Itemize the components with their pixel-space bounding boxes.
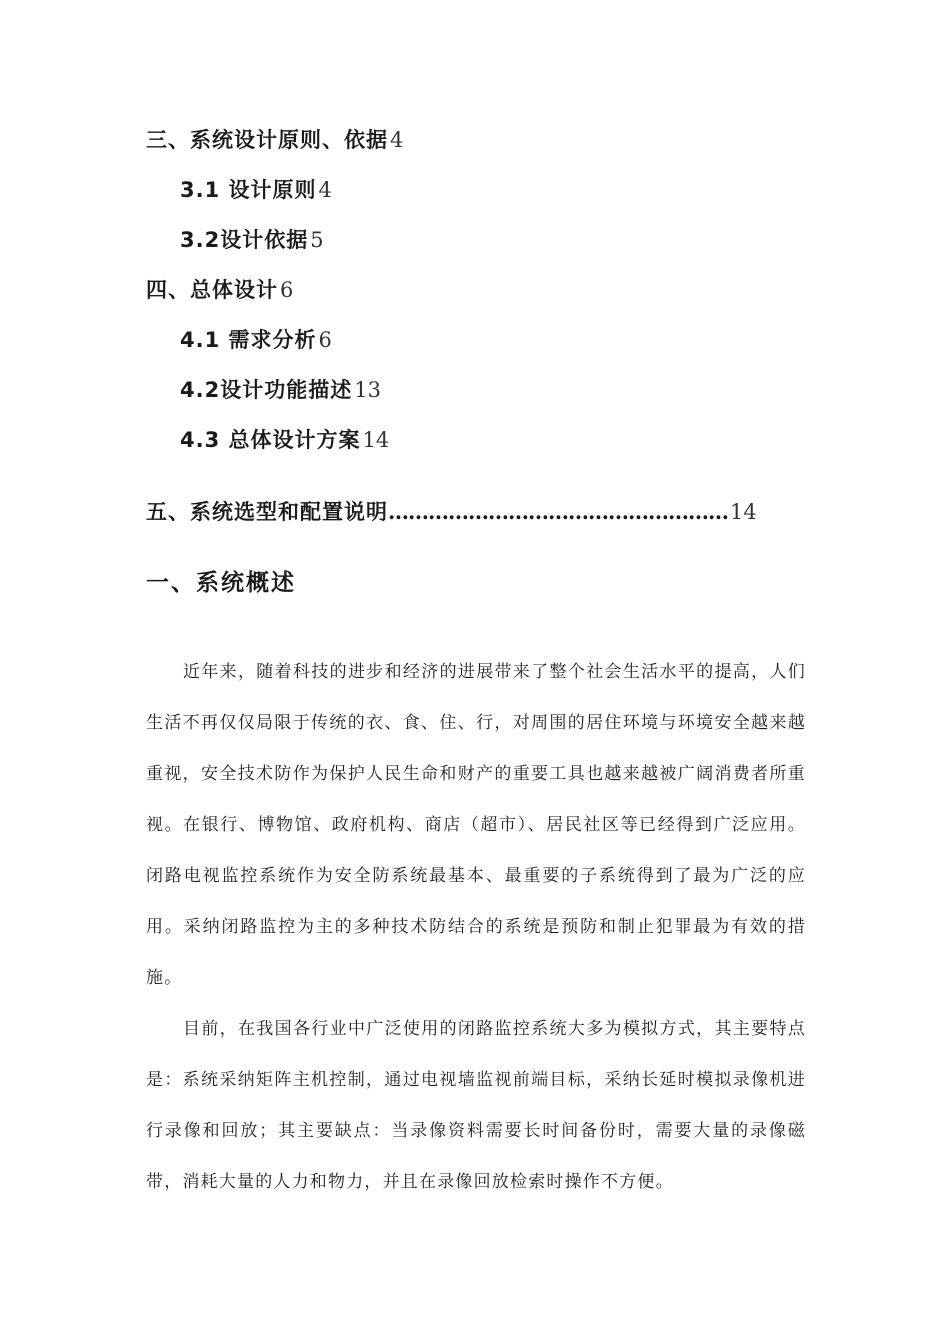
toc-entry-page: 13 [354, 378, 381, 402]
toc-entry-page: 6 [318, 328, 332, 352]
toc-entry-title: 3.2设计依据 [180, 228, 309, 252]
toc-entry-page: 14 [362, 428, 390, 452]
toc-entry[interactable] [180, 376, 381, 404]
body-paragraph: 目前，在我国各行业中广泛使用的闭路监控系统大多为模拟方式，其主要特点是：系统采纳矩阵主机控制，通过电视墙监视前端目标，采纳长延时模拟录像机进行录像和回放；其主要缺点：当录像资料需要长时间备份时，需要大量的录像磁带，消耗大量的人力和物力，并且在录像回放检索时操作不方便。 [146, 1019, 806, 1192]
toc-entry-page: 5 [310, 228, 324, 252]
toc-entry-page: 4 [318, 178, 332, 202]
toc-entry-title: 五、系统选型和配置说明 [146, 500, 388, 524]
toc-entry-page: 6 [280, 278, 294, 302]
toc-entry-title: 四、总体设计 [146, 278, 278, 302]
toc-entry-page: 4 [390, 128, 404, 152]
body-paragraph: 近年来，随着科技的进步和经济的进展带来了整个社会生活水平的提高，人们生活不再仅仅局限于传统的衣、食、住、行，对周围的居住环境与环境安全越来越重视，安全技术防作为保护人民生命和财产的重要工具也越来越被广阔消费者所重视。在银行、博物馆、政府机构、商店（超市）、居民社区等已经得到广泛应用。闭路电视监控系统作为安全防系统最基本、最重要的子系统得到了最为广泛的应用。采纳闭路监控为主的多种技术防结合的系统是预防和制止犯罪最为有效的措施。 [146, 662, 806, 988]
toc-entry-title: 4.2设计功能描述 [180, 378, 353, 402]
toc-entry-title: 三、系统设计原则、依据 [146, 128, 388, 152]
toc-entry-page: 14 [730, 500, 757, 524]
toc-entry[interactable] [180, 326, 332, 354]
toc-entry-title: 3.1 设计原则 [180, 178, 317, 202]
toc-entry[interactable] [146, 126, 403, 154]
toc-leader-dots: …………………………………………… [388, 499, 728, 524]
section-heading: 一、系统概述 [146, 570, 296, 596]
toc-entry-title: 4.1 需求分析 [180, 328, 317, 352]
toc-entry-title: 4.3 总体设计方案 [180, 428, 361, 452]
toc-entry[interactable] [180, 226, 324, 254]
toc-entry[interactable] [146, 498, 757, 526]
toc-entry[interactable] [146, 276, 293, 304]
toc-entry[interactable] [180, 426, 389, 454]
toc-entry[interactable] [180, 176, 332, 204]
